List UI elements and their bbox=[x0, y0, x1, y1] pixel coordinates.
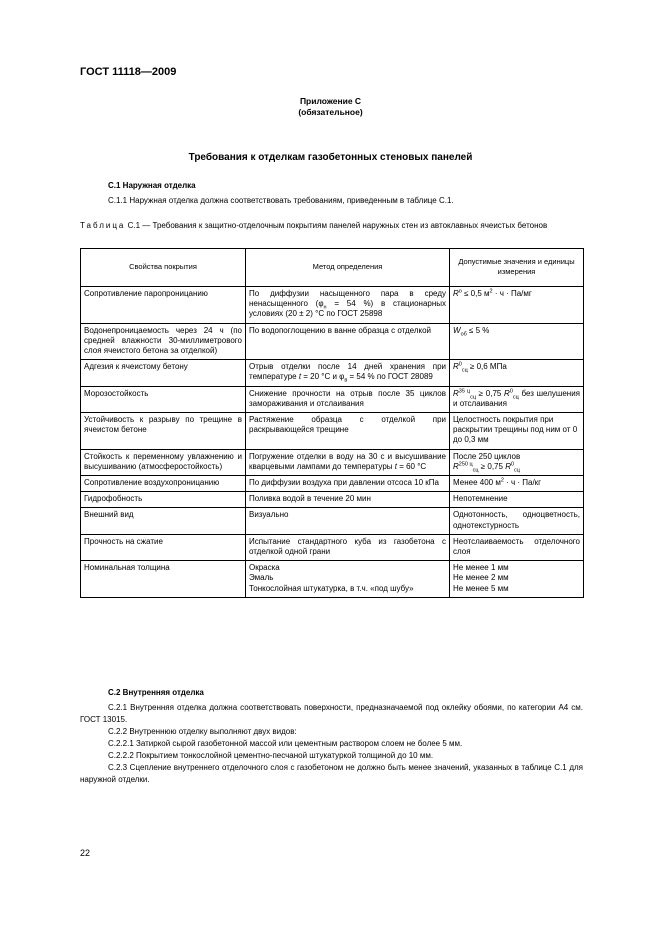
cell-property: Стойкость к переменному увлажнению и высушиванию (атмосферостойкость) bbox=[81, 449, 246, 475]
c2-heading: С.2 Внутренняя отделка bbox=[108, 688, 204, 697]
section-title: Требования к отделкам газобетонных стеновых панелей bbox=[188, 152, 473, 163]
c2-paragraph: С.2.1 Внутренняя отделка должна соответствовать поверхности, предназначаемой под оклейку обоями, по категории А4 см. ГОСТ 13015. bbox=[80, 703, 583, 724]
cell-method: Окраска Эмаль Тонкослойная штукатурка, в т.ч. «под шубу» bbox=[246, 561, 450, 598]
cell-value: Не менее 1 мм Не менее 2 мм Не менее 5 мм bbox=[450, 561, 584, 598]
table-row bbox=[81, 492, 584, 508]
table-row bbox=[81, 449, 584, 475]
cell-method: Снижение прочности на отрыв после 35 циклов замораживания и отслаивания bbox=[246, 386, 450, 412]
table-row bbox=[81, 413, 584, 450]
cell-property: Адгезия к ячеистому бетону bbox=[81, 360, 246, 386]
cell-method: Визуально bbox=[246, 508, 450, 534]
table-row bbox=[81, 561, 584, 598]
cell-value: После 250 циклов $R^{250 ц}_{сц} \ge 0,75$ $R^0_{сц}$ bbox=[450, 449, 584, 475]
cell-method: Растяжение образца с отделкой при раскрывающейся трещине bbox=[246, 413, 450, 450]
c1-paragraph: С.1.1 Наружная отделка должна соответствовать требованиям, приведенным в таблице С.1. bbox=[108, 196, 454, 205]
appendix-subtitle: (обязательное) bbox=[298, 107, 363, 117]
cell-method: Отрыв отделки после 14 дней хранения при температуре t = 20 °С и $\varphi_в = 54$ % по ГОСТ 28089 bbox=[246, 360, 450, 386]
cell-property: Номинальная толщина bbox=[81, 561, 246, 598]
table-row bbox=[81, 508, 584, 534]
c1-heading: С.1 Наружная отделка bbox=[108, 181, 196, 190]
requirements-table bbox=[80, 248, 584, 598]
table-row bbox=[81, 386, 584, 412]
cell-method: По водопоглощению в ванне образца с отделкой bbox=[246, 323, 450, 360]
cell-value: Непотемнение bbox=[450, 492, 584, 508]
cell-method: Поливка водой в течение 20 мин bbox=[246, 492, 450, 508]
cell-value: Менее 400 $м^2 \cdot ч \cdot Па/кг$ bbox=[450, 476, 584, 492]
appendix-heading bbox=[0, 96, 661, 118]
page-number: 22 bbox=[80, 848, 91, 858]
table-caption-text: С.1 — Требования к защитно-отделочным покрытиям панелей наружных стен из автоклавных ячеистых бетонов bbox=[127, 221, 548, 230]
table-row bbox=[81, 287, 584, 324]
c2-paragraph: С.2.2.1 Затиркой сырой газобетонной массой или цементным раствором слоем не более 5 мм. bbox=[108, 739, 463, 748]
c2-paragraph: С.2.2.2 Покрытием тонкослойной цементно-песчаной штукатуркой толщиной до 10 мм. bbox=[108, 751, 434, 760]
cell-property: Сопротивление воздухопроницанию bbox=[81, 476, 246, 492]
cell-method: Испытание стандартного куба из газобетона с отделкой одной грани bbox=[246, 534, 450, 560]
cell-property: Морозостойкость bbox=[81, 386, 246, 412]
cell-method: По диффузии насыщенного пара в среду ненасыщенного ($\varphi_н = 54$ %) в стационарных условиях (20 ± 2) °С по ГОСТ 25898 bbox=[246, 287, 450, 324]
cell-value: Целостность покрытия при раскрытии трещины под ним от 0 до 0,3 мм bbox=[450, 413, 584, 450]
table-row bbox=[81, 476, 584, 492]
table-row bbox=[81, 323, 584, 360]
appendix-title: Приложение С bbox=[299, 96, 362, 106]
table-caption bbox=[80, 220, 582, 231]
table-caption-prefix: Таблица bbox=[80, 221, 126, 230]
document-code: ГОСТ 11118—2009 bbox=[80, 66, 177, 78]
cell-method: По диффузии воздуха при давлении отсоса 10 кПа bbox=[246, 476, 450, 492]
cell-value: $R^о \le 0,5$ $м^2 \cdot ч \cdot Па/мг$ bbox=[450, 287, 584, 324]
c2-paragraph: С.2.2 Внутреннюю отделку выполняют двух видов: bbox=[108, 727, 297, 736]
cell-property: Гидрофобность bbox=[81, 492, 246, 508]
table-row bbox=[81, 360, 584, 386]
cell-value: Однотонность, одноцветность, однотекстурность bbox=[450, 508, 584, 534]
header-value: Допустимые значения и единицы измерения bbox=[450, 249, 584, 287]
cell-property: Прочность на сжатие bbox=[81, 534, 246, 560]
c2-paragraph: С.2.3 Сцепление внутреннего отделочного слоя с газобетоном не должно быть менее значений, указанных в таблице С.1 для наружной отделки. bbox=[80, 763, 583, 784]
cell-property: Устойчивость к разрыву по трещине в ячеистом бетоне bbox=[81, 413, 246, 450]
cell-property: Водонепроницаемость через 24 ч (по средней влажности 30-миллиметрового слоя ячеистого бетона за отделкой) bbox=[81, 323, 246, 360]
cell-value: $R^0_{сц} \ge 0,6$ МПа bbox=[450, 360, 584, 386]
cell-value: $R^{35 ц}_{сц} \ge 0,75$ $R^0_{сц}$ без шелушения и отслаивания bbox=[450, 386, 584, 412]
cell-method: Погружение отделки в воду на 30 с и высушивание кварцевыми лампами до температуры t = 60 °С bbox=[246, 449, 450, 475]
table-row bbox=[81, 534, 584, 560]
cell-value: Неотслаиваемость отделочного слоя bbox=[450, 534, 584, 560]
header-method: Метод определения bbox=[246, 249, 450, 287]
table-header-row bbox=[81, 249, 584, 287]
cell-property: Внешний вид bbox=[81, 508, 246, 534]
cell-property: Сопротивление паропроницанию bbox=[81, 287, 246, 324]
cell-value: $W_{об} \le 5$ % bbox=[450, 323, 584, 360]
header-property: Свойства покрытия bbox=[81, 249, 246, 287]
